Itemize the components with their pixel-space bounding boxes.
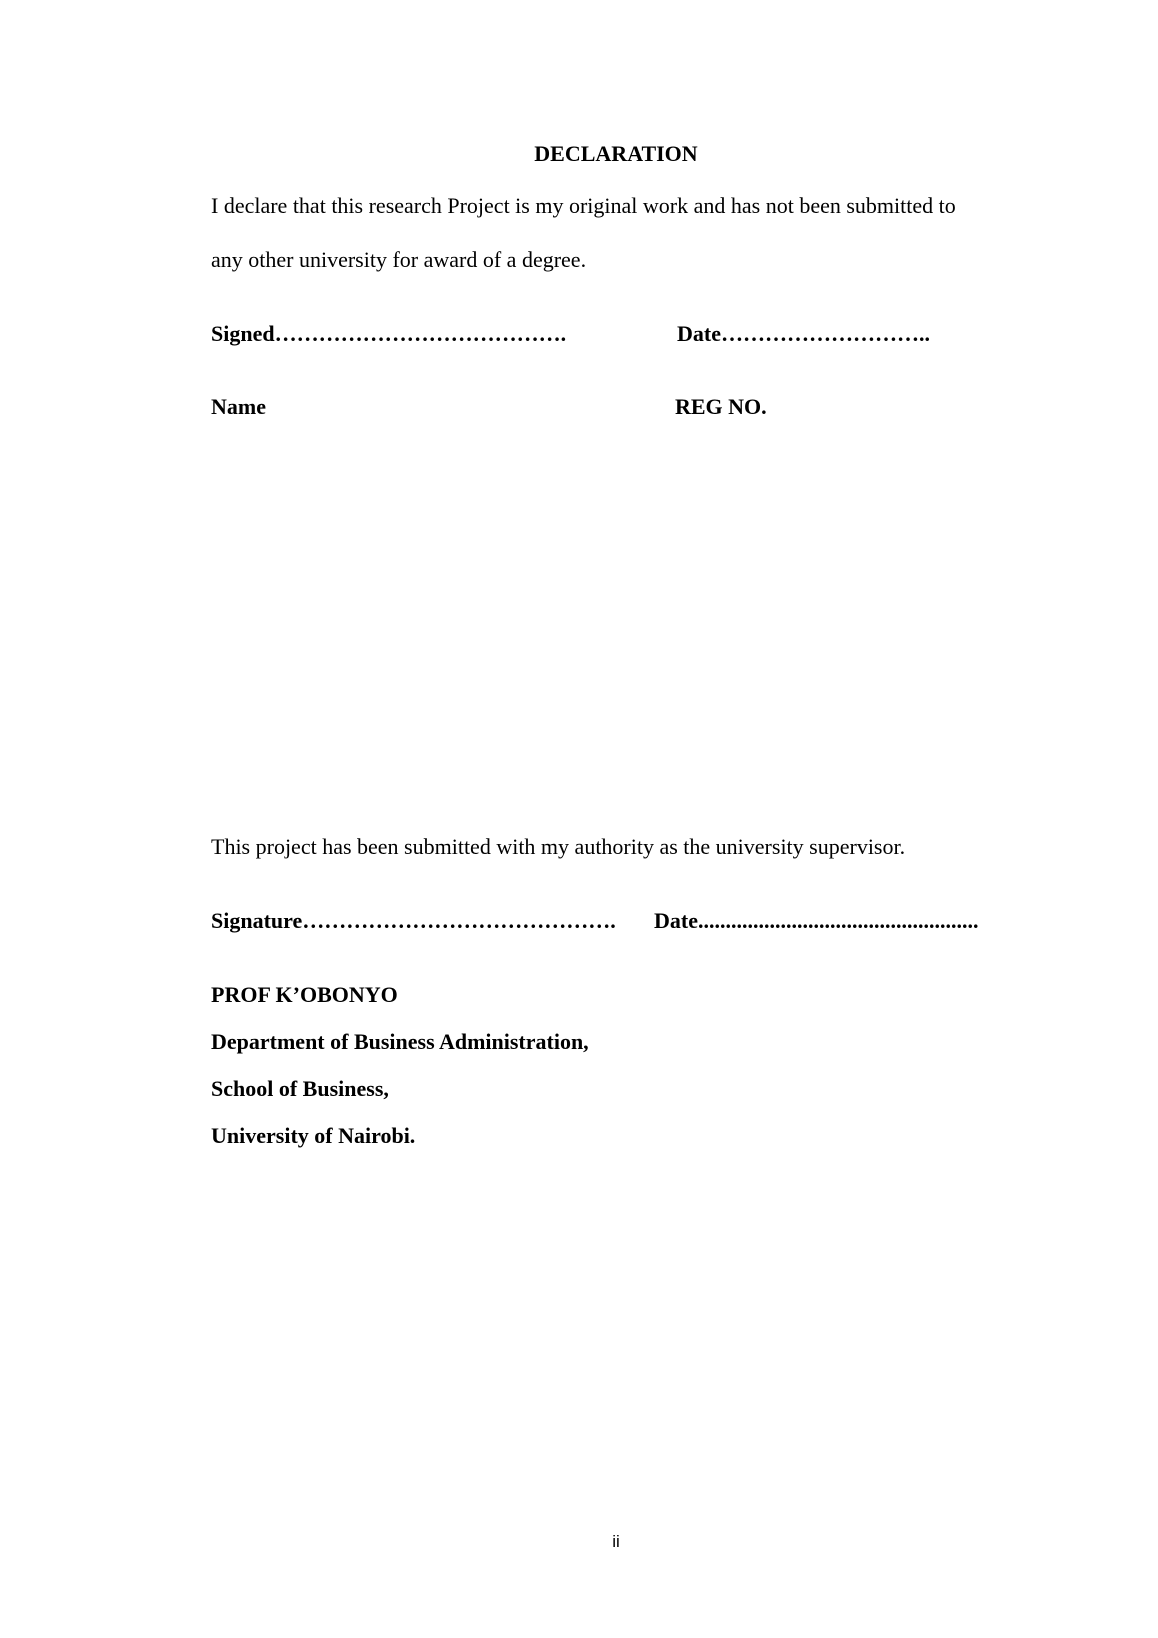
student-name-label: Name bbox=[211, 394, 266, 419]
supervisor-date-line: Date................................................... bbox=[654, 908, 979, 933]
declaration-text-line-1: I declare that this research Project is my original work and has not been submitted to bbox=[211, 193, 956, 218]
page-number: ii bbox=[612, 1532, 620, 1551]
reg-no-label: REG NO. bbox=[675, 394, 767, 419]
supervisor-department: Department of Business Administration, bbox=[211, 1029, 589, 1054]
supervisor-school: School of Business, bbox=[211, 1076, 389, 1101]
declaration-text-line-2: any other university for award of a degree. bbox=[211, 247, 587, 272]
supervisor-signature-line: Signature……………………………………. bbox=[211, 908, 616, 933]
page-title: DECLARATION bbox=[534, 141, 698, 166]
supervisor-university: University of Nairobi. bbox=[211, 1123, 416, 1148]
student-date-line: Date……………………….. bbox=[677, 321, 930, 346]
student-signature-line: Signed…………………………………. bbox=[211, 321, 567, 346]
supervisor-name: PROF K’OBONYO bbox=[211, 982, 398, 1007]
supervisor-statement: This project has been submitted with my authority as the university supervisor. bbox=[211, 834, 906, 859]
